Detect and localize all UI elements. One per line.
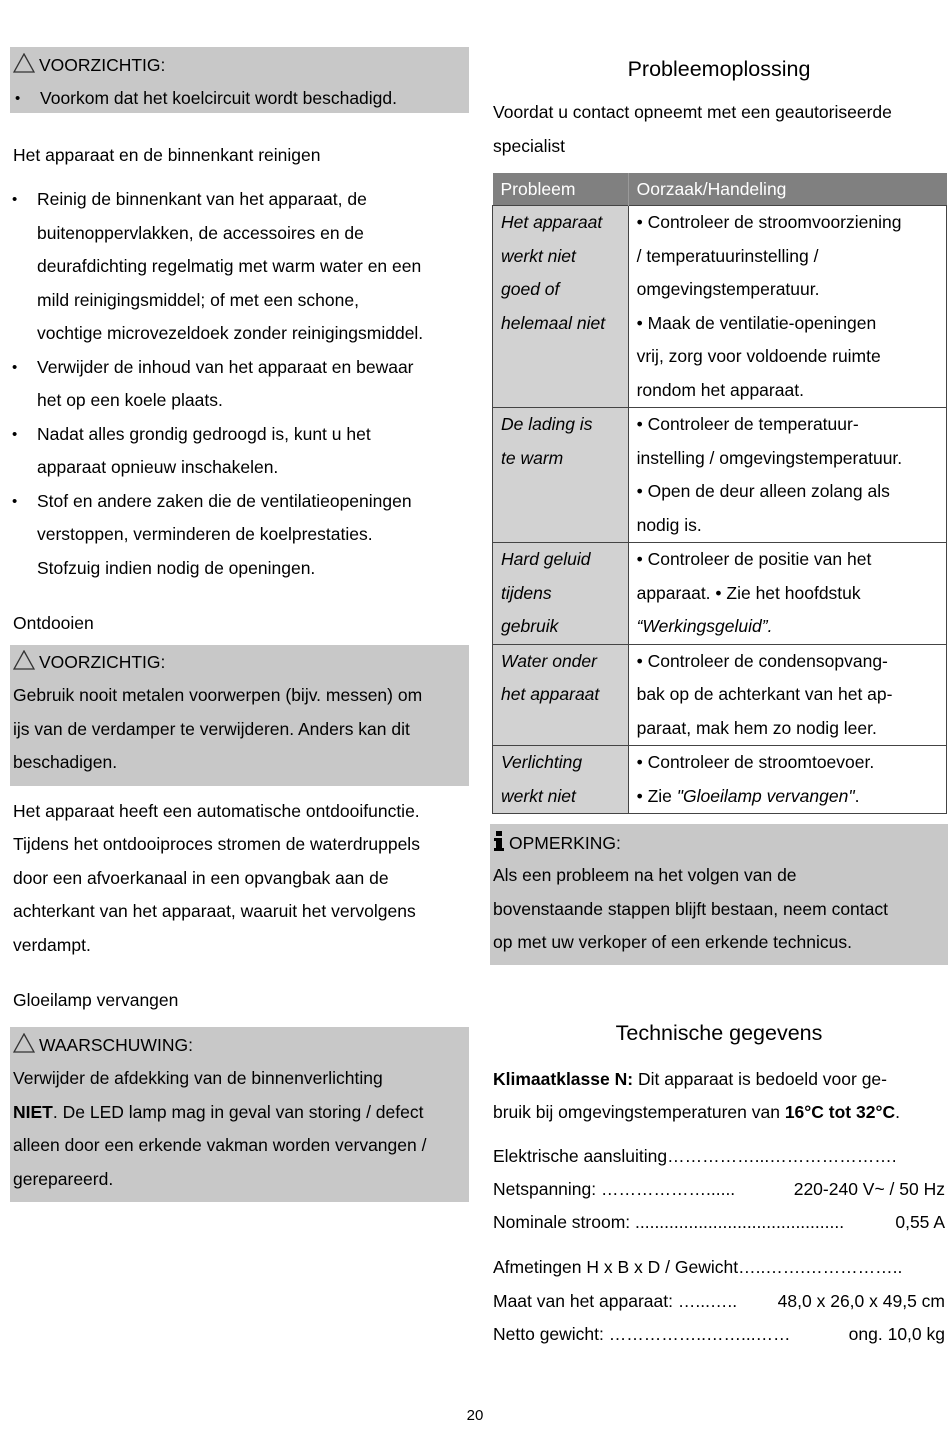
dim-heading: Afmetingen H x B x D / Gewicht…..…….……………..: [493, 1257, 903, 1277]
defrost-text: Het apparaat heeft een automatische ontdooifunctie. Tijdens het ontdooiproces stromen de waterdruppels door een afvoerkanaal in een opvangbak aan de achterkant van het apparaat, waaruit het vervolgens verdampt.: [13, 800, 420, 955]
info-icon: [493, 831, 505, 851]
dimension-specs: Afmetingen H x B x D / Gewicht…..…….…………….. Maat van het apparaat: …...….. 48,0 x 26,0 x 49,5 cm Netto gewicht: ……………..……...…… ong. 10,0 kg: [490, 1251, 945, 1351]
table-row: Hard geluid tijdens gebruik • Controleer de positie van het apparaat. • Zie het hoofdstuk “Werkingsgeluid”.: [493, 543, 947, 645]
warning-triangle-icon: [13, 1033, 35, 1053]
list-item: • Verwijder de inhoud van het apparaat en bewaar het op een koele plaats.: [10, 351, 469, 418]
warning-title: WAARSCHUWING:: [39, 1035, 193, 1055]
list-item: • Nadat alles grondig gedroogd is, kunt u het apparaat opnieuw inschakelen.: [10, 418, 469, 485]
table-row: De lading is te warm • Controleer de temperatuur- instelling / omgevingstemperatuur. • Open de deur alleen zolang als nodig is.: [493, 408, 947, 543]
col-cause: Oorzaak/Handeling: [628, 173, 946, 206]
caution-bullet: • Voorkom dat het koelcircuit wordt beschadigd.: [13, 82, 466, 116]
note-title: OPMERKING:: [509, 832, 621, 853]
section-title-technical: Technische gegevens: [615, 1020, 823, 1045]
note-box: OPMERKING: Als een probleem na het volgen van de bovenstaande stappen blijft bestaan, neem contact op met uw verkoper of een erkende technicus.: [490, 824, 948, 965]
elec-heading: Elektrische aansluiting……………...………………….: [493, 1145, 897, 1166]
list-item: • Reinig de binnenkant van het apparaat, de buitenoppervlakken, de accessoires en de deurafdichting regelmatig met warm water en een mild reinigingsmiddel; of met een schone, vochtige microvezeldoek zonder reinigingsmiddel.: [10, 183, 469, 351]
trouble-intro: Voordat u contact opneemt met een geautoriseerde specialist: [493, 102, 892, 156]
caution-title: VOORZICHTIG:: [39, 652, 166, 672]
section-heading-defrost: Ontdooien: [13, 613, 94, 633]
caution-title: VOORZICHTIG:: [39, 55, 166, 75]
warning-box-lamp: WAARSCHUWING: Verwijder de afdekking van de binnenverlichting NIET. De LED lamp mag in geval van storing / defect alleen door een erkende vakman worden vervangen / gerepareerd.: [10, 1027, 469, 1202]
cleaning-list: [10, 183, 469, 585]
caution-box-refrigerant: [10, 47, 469, 113]
table-row: Water onder het apparaat • Controleer de condensopvang- bak op de achterkant van het ap- paraat, mak hem zo nodig leer.: [493, 644, 947, 746]
section-heading-cleaning: Het apparaat en de binnenkant reinigen: [13, 145, 321, 165]
col-problem: Probleem: [493, 173, 629, 206]
warning-triangle-icon: [13, 650, 35, 670]
caution-box-defrost: VOORZICHTIG: Gebruik nooit metalen voorwerpen (bijv. messen) om ijs van de verdamper te verwijderen. Anders kan dit beschadigen.: [10, 645, 469, 786]
climate-class: Klimaatklasse N: Dit apparaat is bedoeld voor ge- bruik bij omgevingstemperaturen van 16°C tot 32°C.: [493, 1068, 900, 1122]
table-row: Het apparaat werkt niet goed of helemaal niet • Controleer de stroomvoorziening / temperatuurinstelling / omgevingstemperatuur. • Maak de ventilatie-openingen vrij, zorg voor voldoende ruimte rondom het apparaat.: [493, 206, 947, 408]
table-header: [493, 173, 947, 206]
list-item: • Stof en andere zaken die de ventilatieopeningen verstoppen, verminderen de koelprestaties. Stofzuig indien nodig de openingen.: [10, 485, 469, 586]
section-title-troubleshooting: Probleemoplossing: [627, 57, 811, 81]
page-number: 20: [466, 1407, 484, 1424]
table-row: Verlichting werkt niet • Controleer de stroomtoevoer. • Zie "Gloeilamp vervangen".: [493, 746, 947, 814]
electrical-specs: Elektrische aansluiting……………...…………………. Netspanning: ………………...... 220-240 V~ / 50 Hz Nominale stroom: ........................................... 0,55 A: [490, 1140, 945, 1240]
warning-triangle-icon: [13, 53, 35, 73]
troubleshooting-table: [492, 173, 947, 814]
left-column: [10, 47, 469, 1202]
right-column: [490, 47, 948, 1351]
section-heading-lamp: Gloeilamp vervangen: [13, 990, 179, 1010]
